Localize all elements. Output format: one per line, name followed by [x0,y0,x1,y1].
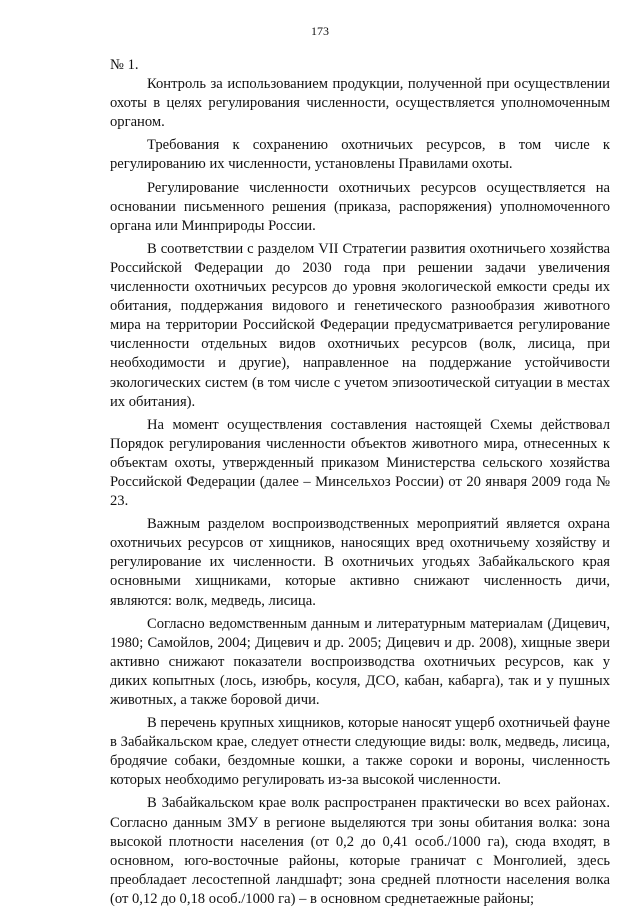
paragraph-requirements: Требования к сохранению охотничьих ресурсов, в том числе к регулированию их численности, установлены Правилами охоты. [110,137,610,173]
paragraph-strategy: В соответствии с разделом VII Стратегии развития охотничьего хозяйства Российской Федерации до 2030 года при решении задачи увеличения численности охотничьих ресурсов до уровня экологической емкости среды их обитания, поддержания видового и генетического разнообразия животного мира на территории Российской Федерации предусматривается регулирование численности отдельных видов охотничьих ресурсов (волк, лисица, при необходимости и другие), направленное на поддержание устойчивости экологических систем (в том числе с учетом эпизоотической ситуации в местах их обитания). [110,240,610,410]
paragraph-wolf-zones: В Забайкальском крае волк распространен практически во всех районах. Согласно данным ЗМУ в регионе выделяются три зоны обитания волка: зона высокой плотности населения (от 0,2 до 0,41 особ./1000 га), сюда входят, в основном, юго-восточные районы, которые граничат с Монголией, здесь преобладает лесостепной ландшафт; зона средней плотности населения волка (от 0,12 до 0,18 особ./1000 га) – в основном среднетаежные районы; [110,795,610,907]
paragraph-literature: Согласно ведомственным данным и литературным материалам (Дицевич, 1980; Самойлов, 2004; Дицевич и др. 2005; Дицевич и др. 2008), хищные звери активно снижают показатели воспроизводства охотничьих ресурсов, как у диких копытных (лось, изюбрь, косуля, ДСО, кабан, кабарга), так и у пушных животных, а также боровой дичи. [110,615,610,708]
paragraph-regulation-basis: Регулирование численности охотничьих ресурсов осуществляется на основании письменного решения (приказа, распоряжения) уполномоченного органа или Минприроды России. [110,179,610,234]
paragraph-predator-list: В перечень крупных хищников, которые наносят ущерб охотничьей фауне в Забайкальском крае, следует отнести следующие виды: волк, медведь, лисица, бродячие собаки, бездомные кошки, а также сороки и вороны, численность которых необходимо регулировать из-за высокой численности. [110,715,610,789]
paragraph-procedure: На момент осуществления составления настоящей Схемы действовал Порядок регулирования численности объектов животного мира, отнесенных к объектам охоты, утвержденный приказом Министерства сельского хозяйства Российской Федерации (далее – Минсельхоз России) от 20 января 2009 года № 23. [110,416,610,510]
paragraph-predators: Важным разделом воспроизводственных мероприятий является охрана охотничьих ресурсов от хищников, наносящих вред охотничьему хозяйству и регулирование их численности. В охотничьих угодьях Забайкальского края основными хищниками, которые активно снижают численность дичи, являются: волк, медведь, лисица. [110,516,610,609]
page-number: 173 [311,24,329,38]
paragraph-hunting-control: Контроль за использованием продукции, полученной при осуществлении охоты в целях регулирования численности, осуществляется уполномоченным органом. [110,76,610,131]
document-number: № 1. [110,57,139,73]
document-body [110,56,610,909]
